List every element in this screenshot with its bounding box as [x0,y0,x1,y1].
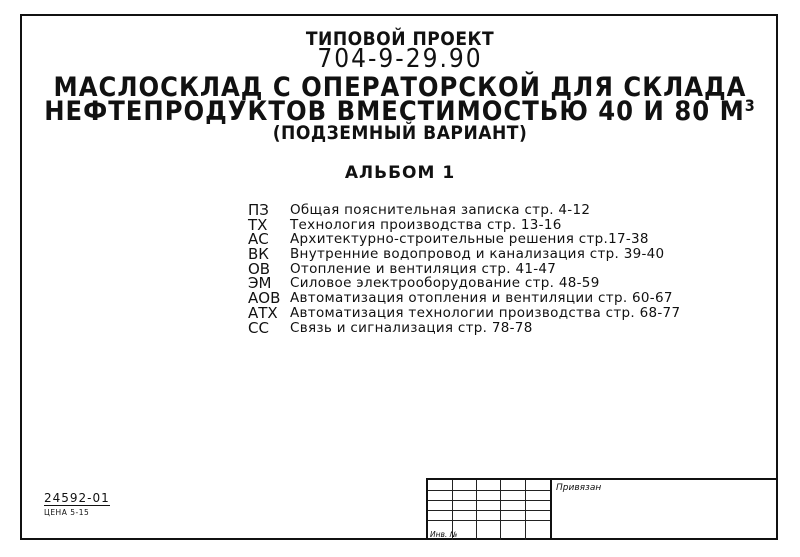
contents-item [248,215,768,234]
album-heading: АЛЬБОМ 1 [344,163,456,183]
section-code: СС [248,318,269,337]
contents-list [248,203,768,335]
contents-item [248,259,768,278]
section-code: ОВ [248,259,271,278]
section-description: Внутренние водопровод и канализация стр. 39-40 [290,246,665,263]
section-code: АС [248,230,269,249]
title-block-column [500,480,501,540]
contents-item [248,203,768,218]
section-code: ЭМ [248,274,272,293]
section-code: ТХ [248,215,268,234]
title-block-row [428,490,550,491]
tied-label: Привязан [556,483,602,493]
title-block-row [428,500,550,501]
cubic-superscript: 3 [744,96,756,115]
title-block [426,478,778,540]
title-block-column [525,480,526,540]
section-code: АОВ [248,289,281,308]
contents-item [248,291,768,306]
project-title-line2-text: НЕФТЕПРОДУКТОВ ВМЕСТИМОСТЬЮ 40 И 80 М [44,96,745,127]
section-code: ВК [248,245,269,264]
catalog-number: 24592-01 [44,491,110,505]
project-number: 704-9-29.90 [317,44,483,74]
contents-item [248,303,768,322]
section-description: Отопление и вентиляция стр. 41-47 [290,260,557,277]
section-description: Архитектурно-строительные решения стр.17-38 [290,231,649,248]
doc-type-heading: ТИПОВОЙ ПРОЕКТ [305,28,495,50]
section-description: Связь и сигнализация стр. 78-78 [290,319,533,336]
price-label: ЦЕНА 5-15 [44,508,90,517]
catalog-stamp [44,487,124,517]
contents-item [248,247,768,262]
title-block-row [428,520,550,521]
section-code: АТХ [248,303,278,322]
section-description: Автоматизация отопления и вентиляции стр. 60-67 [290,290,673,307]
section-description: Автоматизация технологии производства стр. 68-77 [290,304,681,321]
section-description: Технология производства стр. 13-16 [290,216,562,233]
project-variant: (ПОДЗЕМНЫЙ ВАРИАНТ) [272,122,528,144]
contents-item [248,232,768,247]
inventory-number-label: Инв. № [430,530,458,539]
contents-item [248,276,768,291]
title-block-divider [550,480,552,540]
title-block-column [476,480,477,540]
title-block-row [428,510,550,511]
section-code: ПЗ [248,201,269,219]
section-description: Силовое электрооборудование стр. 48-59 [290,275,600,292]
project-title-line1: МАСЛОСКЛАД С ОПЕРАТОРСКОЙ ДЛЯ СКЛАДА [53,72,747,103]
contents-item [248,318,768,337]
section-description: Общая пояснительная записка стр. 4-12 [290,202,591,218]
